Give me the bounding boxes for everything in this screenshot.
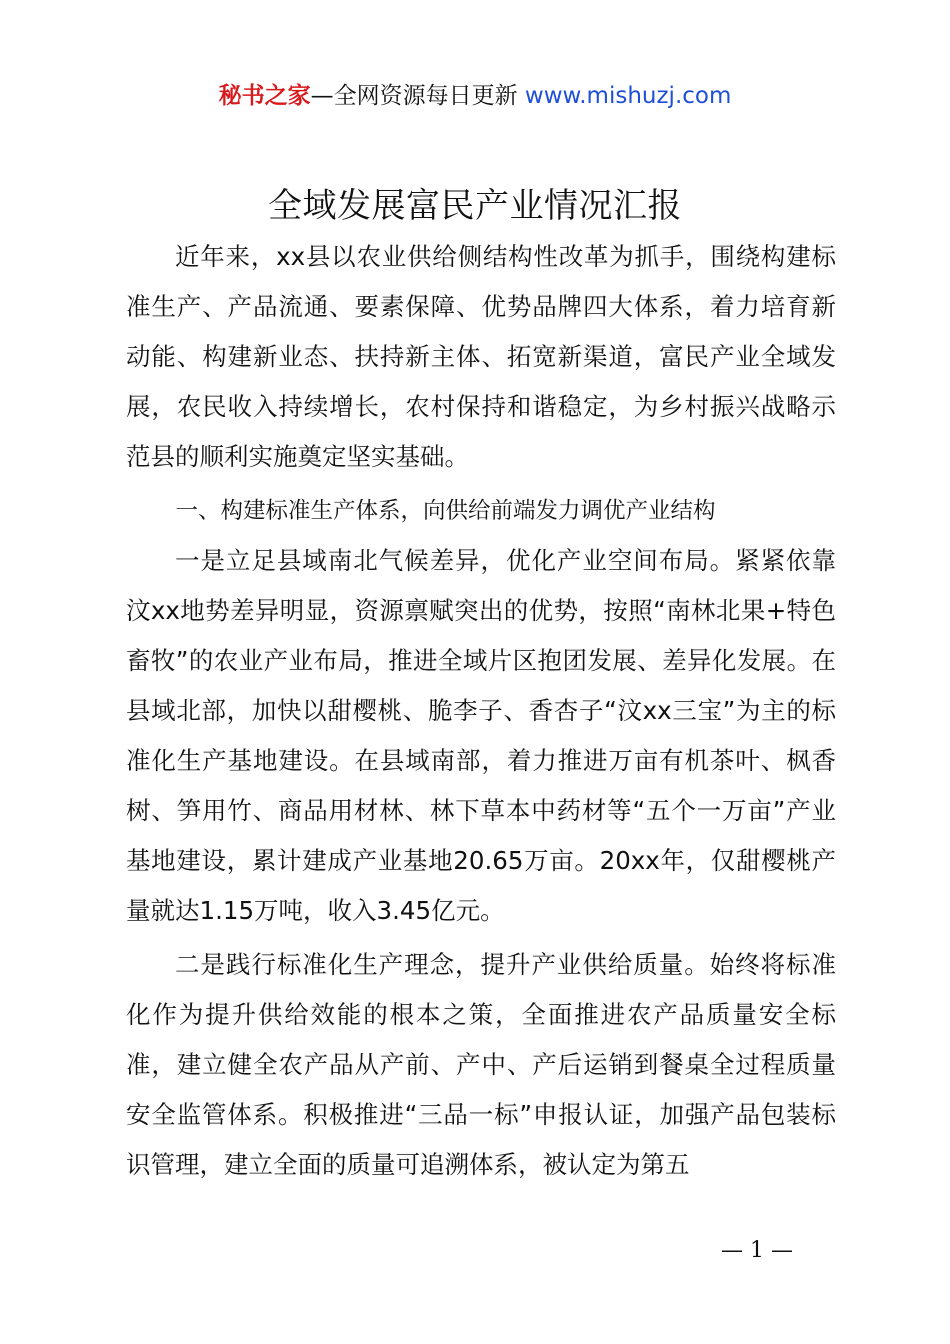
page-number: — 1 — (721, 1238, 793, 1263)
document-title: 全域发展富民产业情况汇报 (268, 186, 682, 226)
site-slogan: 全网资源每日更新 (333, 83, 518, 109)
site-brand: 秘书之家 (218, 83, 311, 109)
site-header (0, 80, 950, 112)
body-paragraph-2: 二是践行标准化生产理念，提升产业供给质量。始终将标准化作为提升供给效能的根本之策，全面推进农产品质量安全标准，建立健全农产品从产前、产中、产后运销到餐桌全过程质量安全监管体系。积极推进“三品一标”申报认证，加强产品包装标识管理，建立全面的质量可追溯体系，被认定为第五 (126, 950, 836, 1179)
site-url-link[interactable]: www.mishuzj.com (524, 83, 732, 109)
header-dash: — (310, 83, 334, 109)
body-paragraph-1: 一是立足县域南北气候差异，优化产业空间布局。紧紧依靠汶xx地势差异明显，资源禀赋突出的优势，按照“南林北果+特色畜牧”的农业产业布局，推进全域片区抱团发展、差异化发展。在县域北部，加快以甜樱桃、脆李子、香杏子“汶xx三宝”为主的标准化生产基地建设。在县域南部，着力推进万亩有机茶叶、枫香树、笋用竹、商品用材林、林下草本中药材等“五个一万亩”产业基地建设，累计建成产业基地20.65万亩。20xx年，仅甜樱桃产量就达1.15万吨，收入3.45亿元。 (126, 546, 836, 925)
document-body (126, 232, 836, 1190)
intro-paragraph: 近年来，xx县以农业供给侧结构性改革为抓手，围绕构建标准生产、产品流通、要素保障、优势品牌四大体系，着力培育新动能、构建新业态、扶持新主体、拓宽新渠道，富民产业全域发展，农民收入持续增长，农村保持和谐稳定，为乡村振兴战略示范县的顺利实施奠定坚实基础。 (126, 242, 836, 471)
section-heading-1: 一、构建标准生产体系，向供给前端发力调优产业结构 (175, 498, 716, 524)
